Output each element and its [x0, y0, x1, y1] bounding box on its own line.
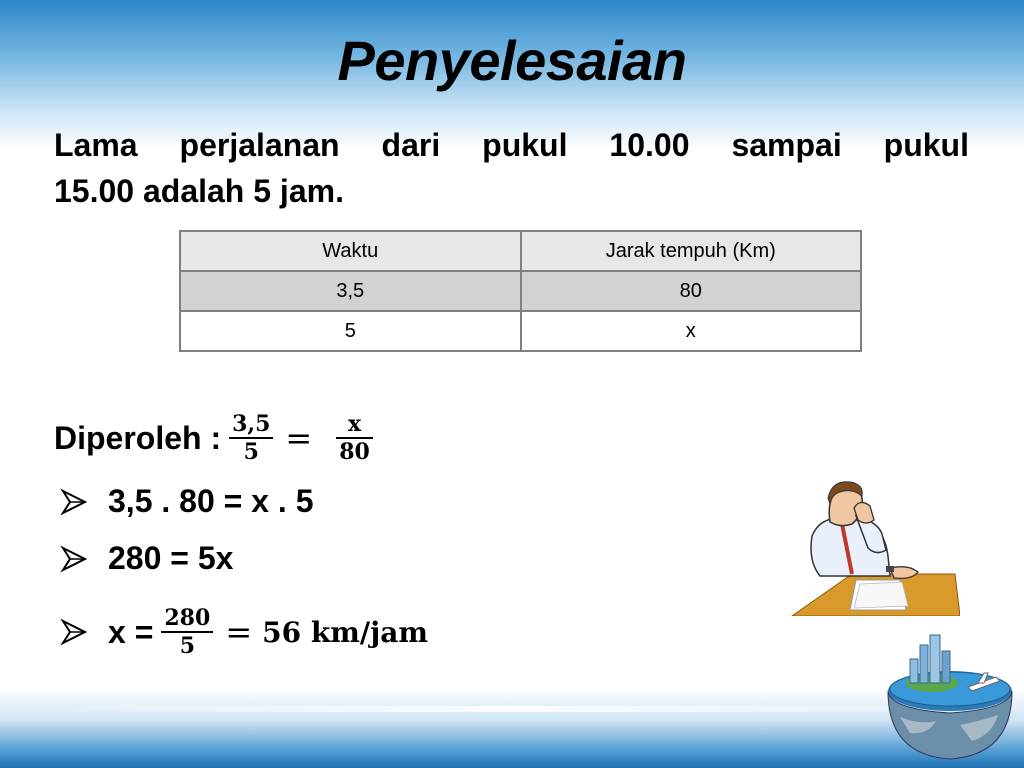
fraction-denominator: 5 — [179, 633, 195, 659]
fraction-denominator: 5 — [243, 439, 259, 465]
equals-sign: = — [285, 419, 313, 457]
footer-wave-highlight — [0, 706, 1024, 712]
step-result: 56 km/jam — [262, 615, 428, 649]
fraction-denominator: 80 — [339, 439, 370, 465]
step-text: 280 = 5x — [108, 540, 234, 576]
table-row — [180, 271, 861, 311]
proportion-equation — [54, 400, 373, 476]
equals-sign: = — [225, 613, 253, 651]
intro-word: Lama — [54, 127, 138, 163]
arrow-bullet-icon — [60, 488, 88, 516]
table-header-row — [180, 231, 861, 271]
left-fraction — [229, 413, 273, 463]
slide-title: Penyelesaian — [337, 29, 687, 92]
fraction-numerator: x — [347, 411, 362, 437]
intro-word: 10.00 — [609, 127, 690, 163]
table-header-cell: Jarak tempuh (Km) — [521, 231, 862, 271]
intro-word: pukul — [883, 127, 969, 163]
right-fraction — [336, 413, 373, 463]
table-cell: 3,5 — [180, 271, 521, 311]
step-item — [60, 594, 428, 670]
step-item — [60, 483, 313, 520]
table-cell: 5 — [180, 311, 521, 351]
footer-wave-background — [0, 688, 1024, 768]
arrow-bullet-icon — [60, 618, 88, 646]
thinking-man-illustration — [790, 476, 960, 616]
intro-paragraph — [54, 122, 969, 214]
globe-city-icon — [880, 625, 1020, 765]
step-item — [60, 540, 233, 577]
intro-word: perjalanan — [179, 127, 340, 163]
equation-label: Diperoleh : — [54, 419, 222, 456]
fraction-numerator: 3,5 — [232, 411, 271, 437]
intro-line-1 — [54, 122, 969, 168]
step-text: 3,5 . 80 = x . 5 — [108, 483, 314, 519]
data-table — [179, 230, 862, 352]
result-fraction — [161, 607, 213, 657]
table-row — [180, 311, 861, 351]
arrow-bullet-icon — [60, 545, 88, 573]
intro-line-2: 15.00 adalah 5 jam. — [54, 173, 344, 209]
fraction-numerator: 280 — [164, 605, 211, 631]
table-cell: x — [521, 311, 862, 351]
step-prefix: x = — [108, 613, 154, 650]
table-header-cell: Waktu — [180, 231, 521, 271]
intro-word: pukul — [482, 127, 568, 163]
table-cell: 80 — [521, 271, 862, 311]
intro-word: dari — [381, 127, 441, 163]
intro-word: sampai — [731, 127, 842, 163]
